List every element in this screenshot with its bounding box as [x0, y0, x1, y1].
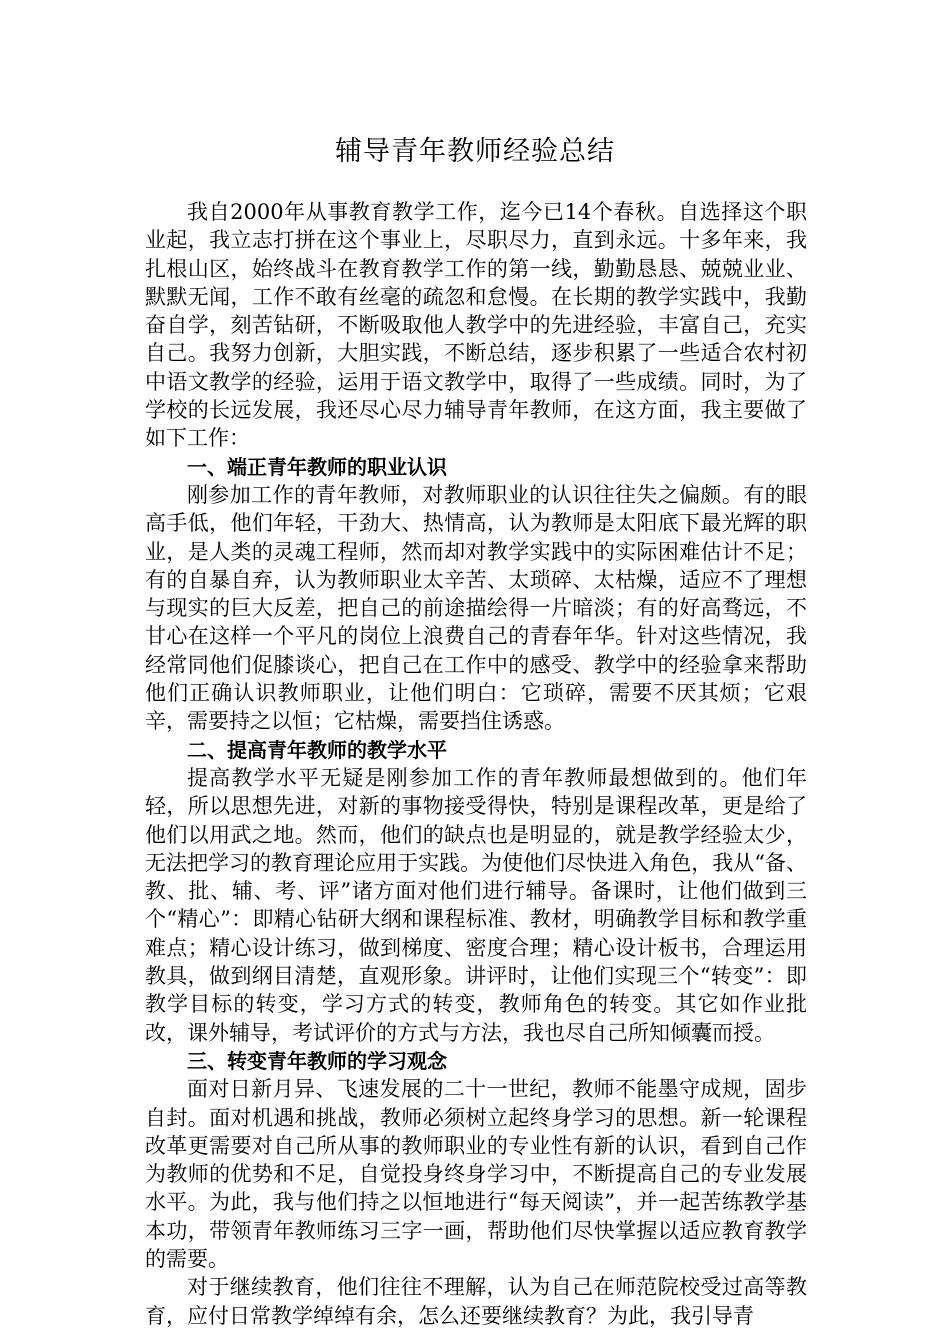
section-heading-2: 二、提高青年教师的教学水平 — [187, 737, 447, 762]
section-3-paragraph-2: 对于继续教育，他们往往不理解，认为自己在师范院校受过高等教育，应付日常教学绰绰有余，怎么还要继续教育？为此，我引导青 — [145, 1275, 807, 1328]
section-1-paragraph: 刚参加工作的青年教师，对教师职业的认识往往失之偏颇。有的眼高手低，他们年轻，干劲大、热情高，认为教师是太阳底下最光辉的职业，是人类的灵魂工程师，然而却对教学实践中的实际困难估计不足；有的自暴自弃，认为教师职业太辛苦、太琐碎、太枯燥，适应不了理想与现实的巨大反差，把自己的前途描绘得一片暗淡；有的好高骛远，不甘心在这样一个平凡的岗位上浪费自己的青春年华。针对这些情况，我经常同他们促膝谈心，把自己在工作中的感受、教学中的经验拿来帮助他们正确认识教师职业，让他们明白：它琐碎，需要不厌其烦；它艰辛，需要持之以恒；它枯燥，需要挡住诱惑。 — [145, 482, 807, 734]
section-heading-3: 三、转变青年教师的学习观念 — [187, 1048, 447, 1073]
intro-paragraph: 我自2000年从事教育教学工作，迄今已14个春秋。自选择这个职业起，我立志打拼在这个事业上，尽职尽力，直到永远。十多年来，我扎根山区，始终战斗在教育教学工作的第一线，勤勤恳恳、兢兢业业、默默无闻，工作不敢有丝毫的疏忽和怠慢。在长期的教学实践中，我勤奋自学，刻苦钻研，不断吸取他人教学中的先进经验，丰富自己，充实自己。我努力创新，大胆实践，不断总结，逐步积累了一些适合农村初中语文教学的经验，运用于语文教学中，取得了一些成绩。同时，为了学校的长远发展，我还尽心尽力辅导青年教师，在这方面，我主要做了如下工作： — [145, 200, 807, 451]
document-title: 辅导青年教师经验总结 — [335, 136, 615, 167]
section-2-paragraph: 提高教学水平无疑是刚参加工作的青年教师最想做到的。他们年轻，所以思想先进，对新的事物接受得快，特别是课程改革，更是给了他们以用武之地。然而，他们的缺点也是明显的，就是教学经验太少，无法把学习的教育理论应用于实践。为使他们尽快进入角色，我从“备、教、批、辅、考、评”诸方面对他们进行辅导。备课时，让他们做到三个“精心”：即精心钻研大纲和课程标准、教材，明确教学目标和教学重难点；精心设计练习，做到梯度、密度合理；精心设计板书，合理运用教具，做到纲目清楚，直观形象。讲评时，让他们实现三个“转变”：即教学目标的转变，学习方式的转变，教师角色的转变。其它如作业批改，课外辅导，考试评价的方式与方法，我也尽自己所知倾囊而授。 — [145, 765, 807, 1045]
section-heading-1: 一、端正青年教师的职业认识 — [187, 454, 447, 479]
section-3-paragraph-1: 面对日新月异、飞速发展的二十一世纪，教师不能墨守成规，固步自封。面对机遇和挑战，教师必须树立起终身学习的思想。新一轮课程改革更需要对自己所从事的教师职业的专业性有新的认识，看到自己作为教师的优势和不足，自觉投身终身学习中，不断提高自己的专业发展水平。为此，我与他们持之以恒地进行“每天阅读”，并一起苦练教学基本功，带领青年教师练习三字一画，帮助他们尽快掌握以适应教育教学的需要。 — [145, 1077, 807, 1271]
document-body — [145, 198, 807, 1330]
